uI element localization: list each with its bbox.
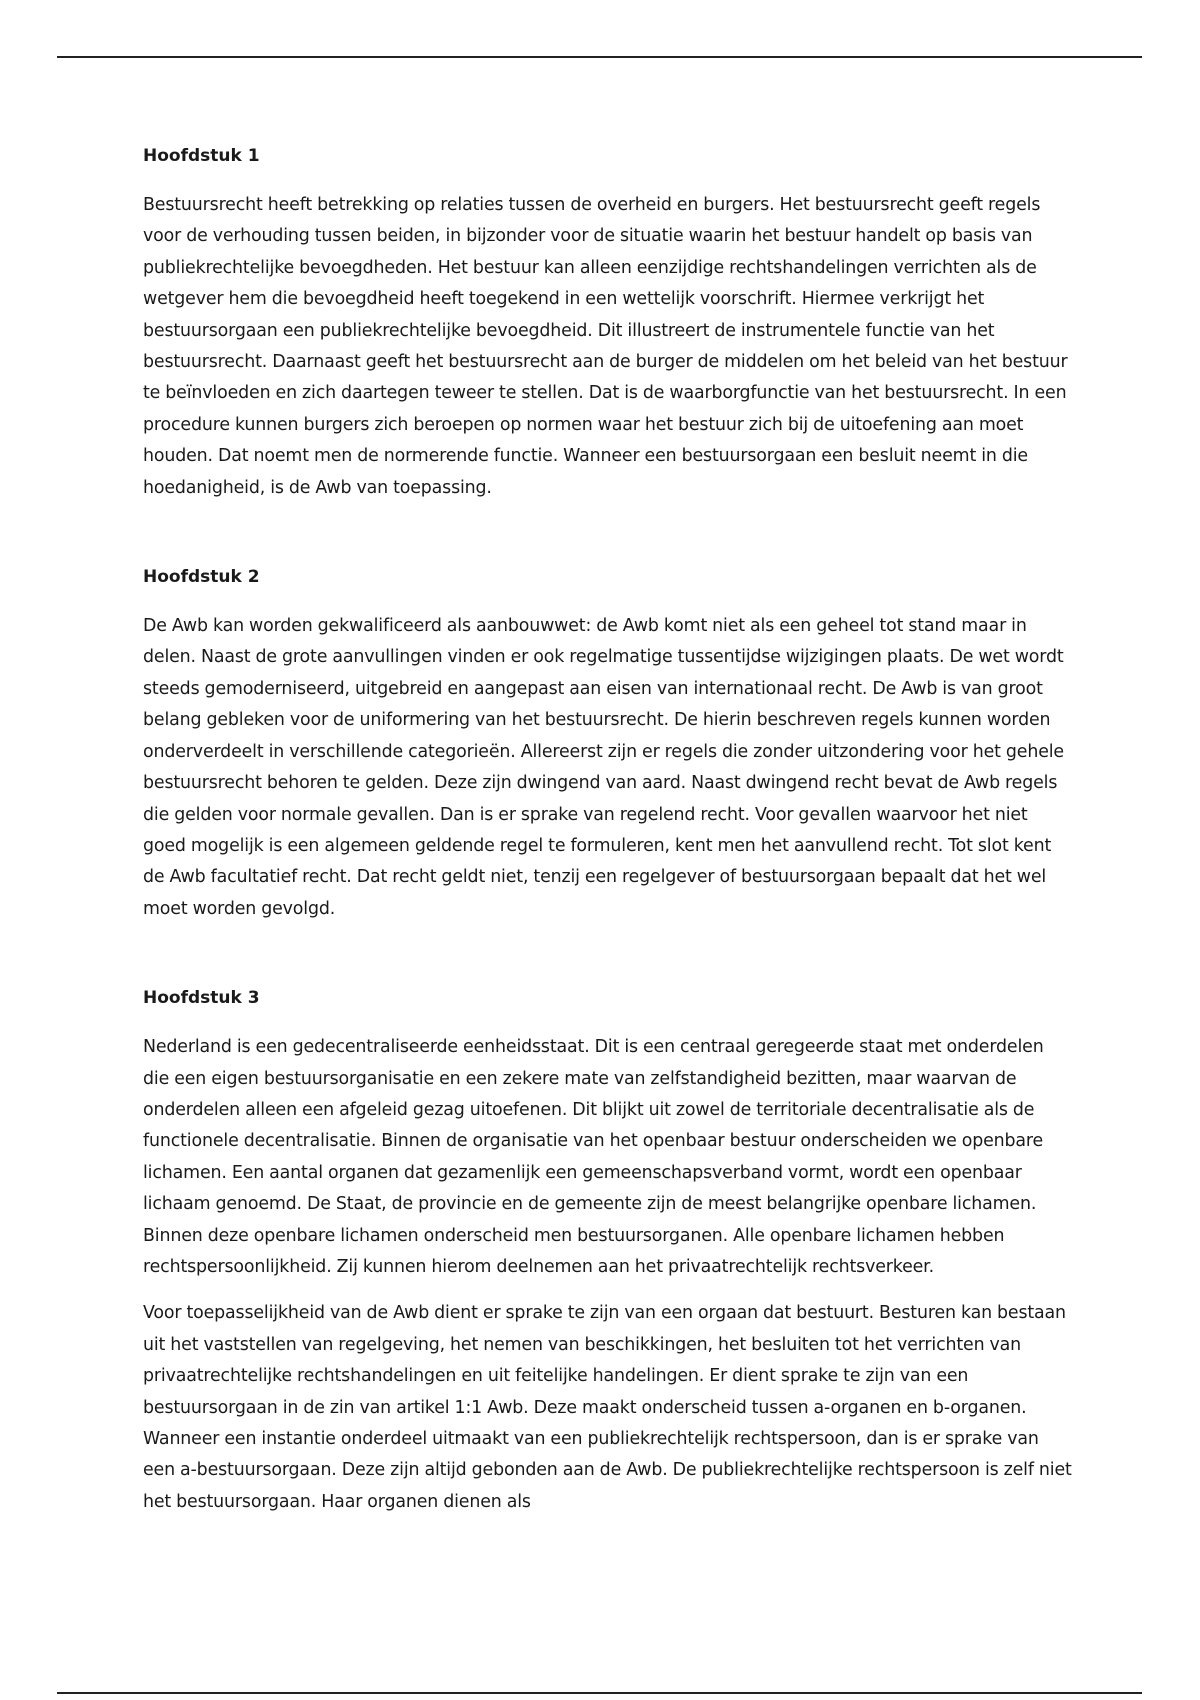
section-hoofdstuk-1 [143, 145, 1073, 504]
section-heading: Hoofdstuk 3 [143, 988, 260, 1009]
section-hoofdstuk-2 [143, 566, 1073, 925]
paragraph: De Awb kan worden gekwalificeerd als aanbouwwet: de Awb komt niet als een geheel tot stand maar in delen. Naast de grote aanvullingen vinden er ook regelmatige tussentijdse wijzigingen plaats. De wet wordt steeds gemoderniseerd, uitgebreid en aangepast aan eisen van internationaal recht. De Awb is van groot belang gebleken voor de uniformering van het bestuursrecht. De hierin beschreven regels kunnen worden onderverdeelt in verschillende categorieën. Allereerst zijn er regels die zonder uitzondering voor het gehele bestuursrecht behoren te gelden. Deze zijn dwingend van aard. Naast dwingend recht bevat de Awb regels die gelden voor normale gevallen. Dan is er sprake van regelend recht. Voor gevallen waarvoor het niet goed mogelijk is een algemeen geldende regel te formuleren, kent men het aanvullend recht. Tot slot kent de Awb facultatief recht. Dat recht geldt niet, tenzij een regelgever of bestuursorgaan bepaalt dat het wel moet worden gevolgd. [143, 616, 1064, 919]
page-top-rule [57, 56, 1142, 58]
page-bottom-rule [57, 1692, 1142, 1694]
section-heading: Hoofdstuk 1 [143, 146, 260, 166]
paragraph: Nederland is een gedecentraliseerde eenheidsstaat. Dit is een centraal geregeerde staat met onderdelen die een eigen bestuursorganisatie en een zekere mate van zelfstandigheid bezitten, maar waarvan de onderdelen alleen een afgeleid gezag uitoefenen. Dit blijkt uit zowel de territoriale decentralisatie als de functionele decentralisatie. Binnen de organisatie van het openbaar bestuur onderscheiden we openbare lichamen. Een aantal organen dat gezamenlijk een gemeenschapsverband vormt, wordt een openbaar lichaam genoemd. De Staat, de provincie en de gemeente zijn de meest belangrijke openbare lichamen. Binnen deze openbare lichamen onderscheid men bestuursorganen. Alle openbare lichamen hebben rechtspersoonlijkheid. Zij kunnen hierom deelnemen aan het privaatrechtelijk rechtsverkeer. [143, 1037, 1044, 1277]
section-heading: Hoofdstuk 2 [143, 567, 260, 588]
document-body [143, 145, 1073, 1518]
paragraph: Bestuursrecht heeft betrekking op relaties tussen de overheid en burgers. Het bestuursrecht geeft regels voor de verhouding tussen beiden, in bijzonder voor de situatie waarin het bestuur handelt op basis van publiekrechtelijke bevoegdheden. Het bestuur kan alleen eenzijdige rechtshandelingen verrichten als de wetgever hem die bevoegdheid heeft toegekend in een wettelijk voorschrift. Hiermee verkrijgt het bestuursorgaan een publiekrechtelijke bevoegdheid. Dit illustreert de instrumentele functie van het bestuursrecht. Daarnaast geeft het bestuursrecht aan de burger de middelen om het beleid van het bestuur te beïnvloeden en zich daartegen teweer te stellen. Dat is de waarborgfunctie van het bestuursrecht. In een procedure kunnen burgers zich beroepen op normen waar het bestuur zich bij de uitoefening aan moet houden. Dat noemt men de normerende functie. Wanneer een bestuursorgaan een besluit neemt in die hoedanigheid, is de Awb van toepassing. [143, 195, 1068, 498]
paragraph: Voor toepasselijkheid van de Awb dient er sprake te zijn van een orgaan dat bestuurt. Besturen kan bestaan uit het vaststellen van regelgeving, het nemen van beschikkingen, het besluiten tot het verrichten van privaatrechtelijke rechtshandelingen en uit feitelijke handelingen. Er dient sprake te zijn van een bestuursorgaan in de zin van artikel 1:1 Awb. Deze maakt onderscheid tussen a-organen en b-organen. Wanneer een instantie onderdeel uitmaakt van een publiekrechtelijk rechtspersoon, dan is er sprake van een a-bestuursorgaan. Deze zijn altijd gebonden aan de Awb. De publiekrechtelijke rechtspersoon is zelf niet het bestuursorgaan. Haar organen dienen als [143, 1303, 1072, 1512]
section-hoofdstuk-3 [143, 987, 1073, 1518]
